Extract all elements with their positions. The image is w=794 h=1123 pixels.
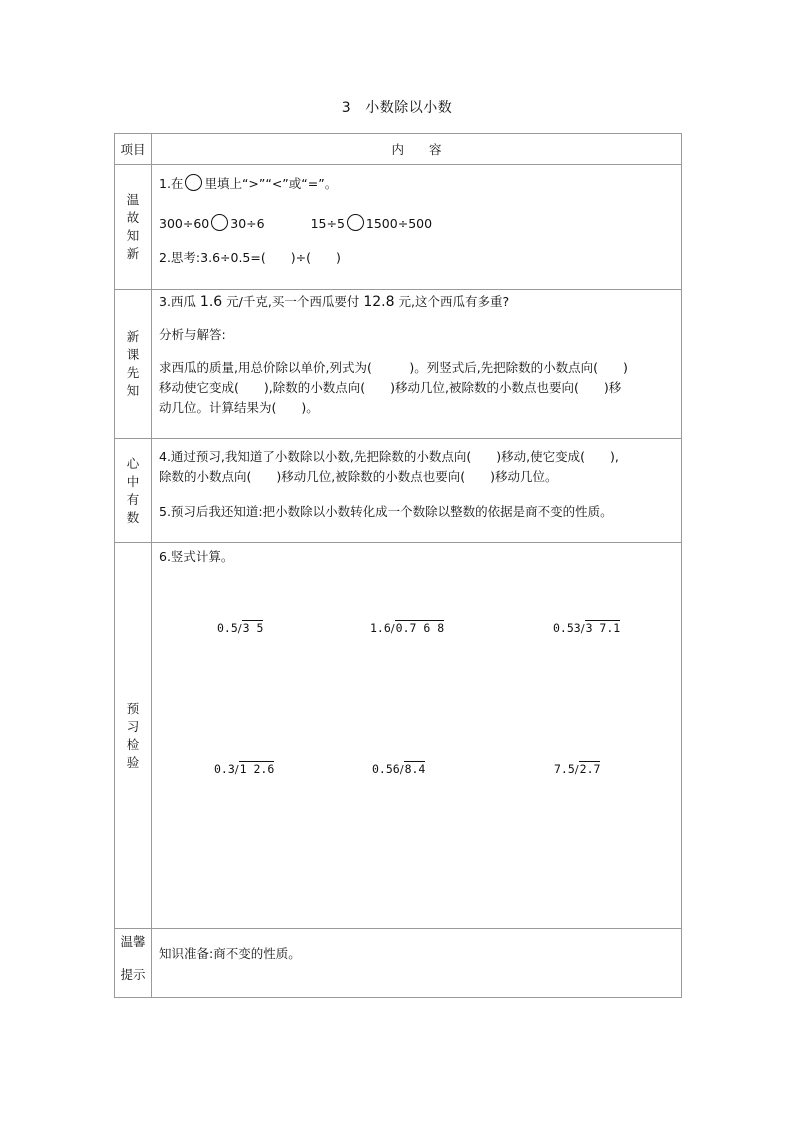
long-division-2: 1.6/0.7 6 8 xyxy=(370,621,445,635)
section-mind xyxy=(115,439,682,543)
section-label-tips: 温馨 提示 xyxy=(120,934,146,982)
answer-circle[interactable] xyxy=(185,174,202,191)
question-4-line-1: 4.通过预习,我知道了小数除以小数,先把除数的小数点向( )移动,使它变成( ), xyxy=(159,449,619,464)
answer-circle[interactable] xyxy=(347,214,364,231)
analysis-label: 分析与解答: xyxy=(159,327,226,342)
table-header-row xyxy=(115,134,682,165)
analysis-line-3: 动几位。计算结果为( )。 xyxy=(159,400,319,415)
section-check xyxy=(115,543,682,929)
section-label-review: 温 故 知 新 xyxy=(126,192,140,261)
analysis-line-2: 移动使它变成( ),除数的小数点向( )移动几位,被除数的小数点也要向( )移 xyxy=(159,380,622,395)
section-new-lesson xyxy=(115,290,682,439)
long-division-5: 0.56/8.4 xyxy=(372,762,426,776)
lesson-title: 小数除以小数 xyxy=(365,100,453,116)
question-4-line-2: 除数的小数点向( )移动几位,被除数的小数点也要向( )移动几位。 xyxy=(159,469,558,484)
question-5: 5.预习后我还知道:把小数除以小数转化成一个数除以整数的依据是商不变的性质。 xyxy=(159,504,613,519)
lesson-number: 3 xyxy=(341,100,352,116)
tips-text: 知识准备:商不变的性质。 xyxy=(159,946,301,961)
question-2: 2.思考:3.6÷0.5=( )÷( ) xyxy=(159,250,341,265)
long-division-1: 0.5/3 5 xyxy=(217,621,264,635)
header-item: 项目 xyxy=(120,142,146,157)
long-division-4: 0.3/1 2.6 xyxy=(214,762,275,776)
page-title xyxy=(0,97,794,117)
question-6: 6.竖式计算。 xyxy=(159,549,234,564)
long-division-6: 7.5/2.7 xyxy=(554,762,601,776)
analysis-line-1: 求西瓜的质量,用总价除以单价,列式为( )。列竖式后,先把除数的小数点向( ) xyxy=(159,360,628,375)
long-division-3: 0.53/3 7.1 xyxy=(553,621,621,635)
answer-circle[interactable] xyxy=(211,214,228,231)
division-problems xyxy=(152,567,681,917)
question-1-items: 300÷60 30÷6 15÷5 1500÷500 xyxy=(159,216,433,231)
section-label-mind: 心 中 有 数 xyxy=(126,455,140,525)
question-3: 3.西瓜 1.6 元/千克,买一个西瓜要付 12.8 元,这个西瓜有多重? xyxy=(159,294,510,310)
header-content: 内 容 xyxy=(391,142,442,157)
section-label-new-lesson: 新 课 先 知 xyxy=(126,329,140,398)
worksheet-table xyxy=(114,133,682,998)
section-review xyxy=(115,165,682,290)
section-tips xyxy=(115,929,682,998)
question-1: 1.在 里填上“>”“<”或“=”。 xyxy=(159,176,338,191)
section-label-check: 预 习 检 验 xyxy=(126,700,140,770)
